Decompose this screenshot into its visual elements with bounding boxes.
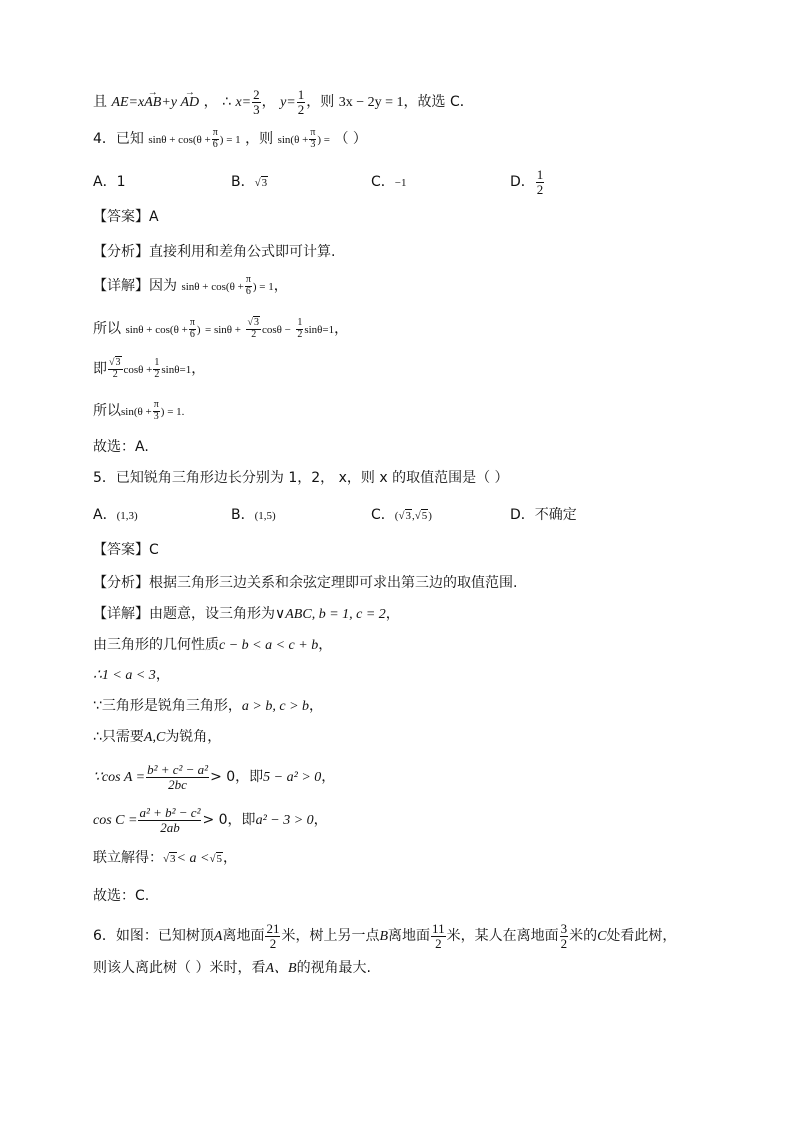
q4-analysis: 【分析】直接利用和差角公式即可计算. bbox=[93, 244, 336, 260]
q4-detail-line4: 所以sin(θ + $\frac{\pi}{3}$ ) = 1. bbox=[93, 399, 185, 422]
q4-final: 故选：A. bbox=[93, 439, 149, 455]
q5-detail-line6: ∵cos A = $\frac{\text{b² + c² − a²}}{2bc}$ > 0，即5 − a² > 0， bbox=[93, 762, 336, 792]
q5-option-b: B．(1,5) bbox=[231, 507, 276, 523]
fraction-y: $\frac{1}{2}$ bbox=[297, 87, 305, 117]
q5-detail-line3: ∴1 < a < 3， bbox=[93, 667, 170, 683]
q5-option-c: C．(√3,√5) bbox=[371, 507, 432, 523]
q5-option-d: D．不确定 bbox=[510, 507, 577, 523]
q5-answer: 【答案】C bbox=[93, 542, 159, 558]
q4-option-b: B．√3 bbox=[231, 174, 268, 190]
q4-option-c: C．−1 bbox=[371, 174, 407, 190]
q5-analysis: 【分析】根据三角形三边关系和余弦定理即可求出第三边的取值范围. bbox=[93, 575, 518, 591]
q6-stem-line2: 则该人离此树（ ）米时，看A、B的视角最大. bbox=[93, 960, 372, 976]
q4-detail-line3: 即 $\frac{√3}{2}$ cosθ + $\frac{1}{2}$ sinθ=1， bbox=[93, 357, 206, 380]
q4-stem: 4．已知 sinθ + cos(θ + $\frac{\pi}{6}$ ) = 1 ，则 sin(θ + $\frac{\pi}{3}$ ) = （ ） bbox=[93, 127, 367, 150]
q5-detail-line8: 联立解得：√3< a <√5， bbox=[93, 850, 237, 866]
q5-final: 故选：C. bbox=[93, 888, 150, 904]
vector-equation: AE=x→ AB+y → AD bbox=[111, 95, 199, 110]
q5-detail-line4: ∵三角形是锐角三角形，a > b, c > b， bbox=[93, 698, 324, 714]
q4-answer: 【答案】A bbox=[93, 209, 159, 225]
q4-option-a: A．1 bbox=[93, 174, 126, 190]
q4-option-d: D． $\frac{1}{2}$ bbox=[510, 167, 544, 197]
intro-line: 且 AE=x→ AB+y → AD ， ∴ x= $\frac{2}{3}$ ， y= $\frac{1}{2}$ ，则 3x − 2y = 1，故选 C． bbox=[93, 88, 474, 116]
q4-detail-line1: 【详解】因为 sinθ + cos(θ + $\frac{\pi}{6}$ ) = 1， bbox=[93, 274, 288, 297]
q5-detail-line5: ∴只需要A,C为锐角， bbox=[93, 729, 222, 745]
q5-detail-line7: cos C = $\frac{\text{a² + b² − c²}}{2ab}$ > 0，即a² − 3 > 0， bbox=[93, 805, 328, 835]
q5-stem: 5．已知锐角三角形边长分别为 1，2， x，则 x 的取值范围是（ ） bbox=[93, 470, 509, 486]
q5-detail-line2: 由三角形的几何性质c − b < a < c + b， bbox=[93, 637, 333, 653]
q5-option-a: A．(1,3) bbox=[93, 507, 138, 523]
q5-detail-line1: 【详解】由题意，设三角形为∨ABC, b = 1, c = 2， bbox=[93, 606, 400, 622]
fraction-x: $\frac{2}{3}$ bbox=[253, 87, 260, 117]
q4-detail-line2: 所以 sinθ + cos(θ + $\frac{\pi}{6}$ ) = sinθ + $\frac{√3}{2}$ cosθ − $\frac{1}{2}$ sinθ=1， bbox=[93, 317, 349, 340]
q6-stem-line1: 6．如图：已知树顶A离地面 $\frac{21}{2}$ 米，树上另一点B离地面 $\frac{11}{2}$ 米，某人在离地面 $\frac{3}{2}$ 米的C处看此树， bbox=[93, 921, 677, 951]
